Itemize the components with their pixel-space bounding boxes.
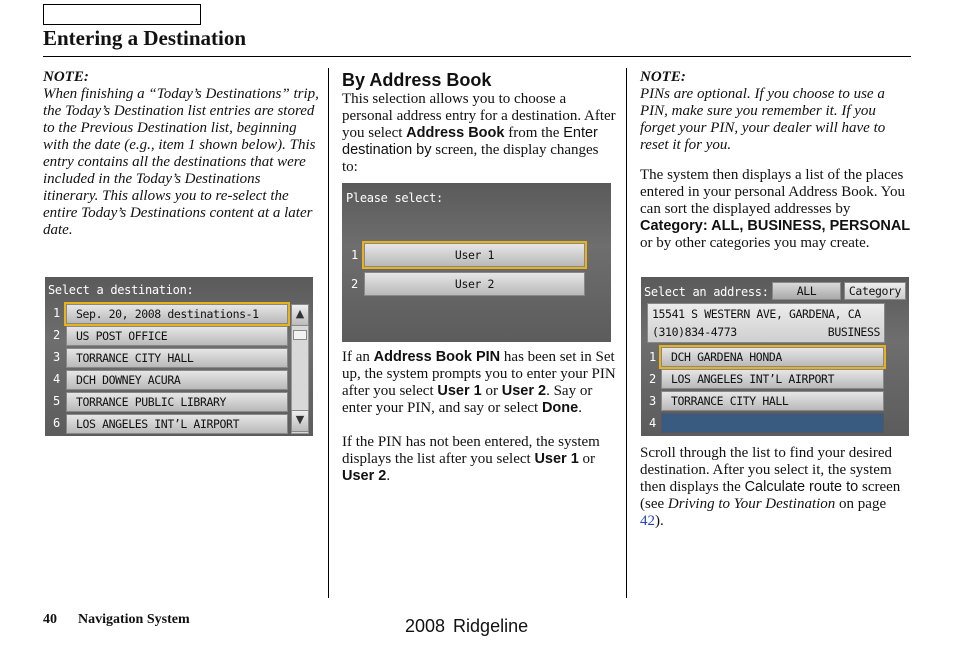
row-number: 1 [351,248,359,262]
column-2 [342,69,618,176]
paragraph-intro: This selection allows you to choose a personal address entry for a destination. After you select Address Book from the Enter destination by screen, the display changes to: [342,91,616,175]
phone-number: (310)834-4773 [652,325,737,339]
destination-screen [45,277,313,436]
page-title: Entering a Destination [43,26,247,50]
note-label: NOTE: [43,69,89,85]
row-number: 3 [53,350,61,364]
column-divider-1 [328,68,329,598]
paragraph-pin: If an Address Book PIN has been set in Set up, the system prompts you to enter your PIN after you select User 1 or User 2. Say or enter your PIN, and say or select Done. [342,349,616,416]
row-number: 2 [649,372,657,386]
address-item-2[interactable]: LOS ANGELES INT’L AIRPORT [661,369,884,389]
ui-term: Category: ALL, BUSINESS, PERSONAL [640,218,911,234]
screen-heading: Please select: [346,191,443,205]
row-number: 1 [649,350,657,364]
row-number: 4 [649,416,657,430]
screen-heading: Select a destination: [48,283,194,297]
note-label: NOTE: [640,69,686,85]
footer-model: 2008 Ridgeline [405,616,529,636]
page-link[interactable]: 42 [640,513,655,529]
ui-term: Enter destination by [342,125,598,158]
screen-heading: Select an address: [644,285,769,299]
column-2-lower [342,349,618,485]
note-text: PINs are optional. If you choose to use a PIN, make sure you remember it. If you forget your PIN, your dealer will have to reset it for you. [640,86,886,153]
ui-term: User 2 [342,468,387,484]
paragraph-address-list: The system then displays a list of the places entered in your personal Address Book. You can sort the displayed addresses by Category: ALL, BUSINESS, PERSONAL or by other categories you may create. [640,167,911,251]
destination-item-4[interactable]: DCH DOWNEY ACURA [66,370,288,390]
row-number: 2 [53,328,61,342]
title-rule [43,56,911,57]
column-divider-2 [626,68,627,598]
scrollbar-thumb[interactable] [293,330,307,340]
column-3 [640,69,912,252]
address-item-3[interactable]: TORRANCE CITY HALL [661,391,884,411]
row-number: 3 [649,394,657,408]
row-number: 6 [53,416,61,430]
ui-term: User 1 [437,383,482,399]
destination-item-1[interactable]: Sep. 20, 2008 destinations-1 [66,304,288,324]
user-2-button[interactable]: User 2 [364,272,585,296]
header-tab-box [43,4,201,25]
destination-item-5[interactable]: TORRANCE PUBLIC LIBRARY [66,392,288,412]
ui-term: Address Book [406,125,505,141]
tab-all[interactable]: ALL [772,282,841,300]
row-number: 2 [351,277,359,291]
address-item-1[interactable]: DCH GARDENA HONDA [661,347,884,367]
footer-section: Navigation System [78,612,190,627]
address-item-4[interactable] [661,413,884,433]
paragraph-no-pin: If the PIN has not been entered, the system displays the list after you select User 1 or User 2. [342,434,600,484]
paragraph-scroll: Scroll through the list to find your desired destination. After you select it, the system then displays the Calculate route to screen (see Driving to Your Destination on page 42). [640,445,901,529]
ui-term: Address Book PIN [373,349,501,365]
ui-term: Done [541,400,579,416]
ui-term: User 1 [534,451,579,467]
ui-term: Calculate route to [744,479,859,495]
ui-term: User 2 [501,383,547,399]
address-line: 15541 S WESTERN AVE, GARDENA, CA [652,307,861,321]
scroll-down-icon[interactable]: ▼ [291,410,309,432]
row-number: 1 [53,306,61,320]
destination-item-6[interactable]: LOS ANGELES INT’L AIRPORT [66,414,288,434]
user-1-button[interactable]: User 1 [364,243,585,267]
scroll-up-icon[interactable]: ▲ [291,304,309,326]
destination-item-2[interactable]: US POST OFFICE [66,326,288,346]
page-number: 40 [43,612,57,627]
destination-item-3[interactable]: TORRANCE CITY HALL [66,348,288,368]
column-1 [43,69,319,239]
address-type: BUSINESS [827,325,880,339]
address-detail [647,303,885,343]
note-text: When finishing a “Today’s Destinations” trip, the Today’s Destination list entries are stored to the Previous Destination list, beginning with the date (e.g., item 1 shown below). This entry contains all the destinations that were included in the Today’s Destinations itinerary. This allows you to re-select the entire Today’s Destinations content at a later date. [43,86,319,238]
address-screen [641,277,909,436]
user-select-screen [342,183,611,342]
section-heading: By Address Book [342,70,492,90]
tab-category[interactable]: Category [844,282,906,300]
row-number: 5 [53,394,61,408]
column-3-lower [640,445,912,530]
row-number: 4 [53,372,61,386]
